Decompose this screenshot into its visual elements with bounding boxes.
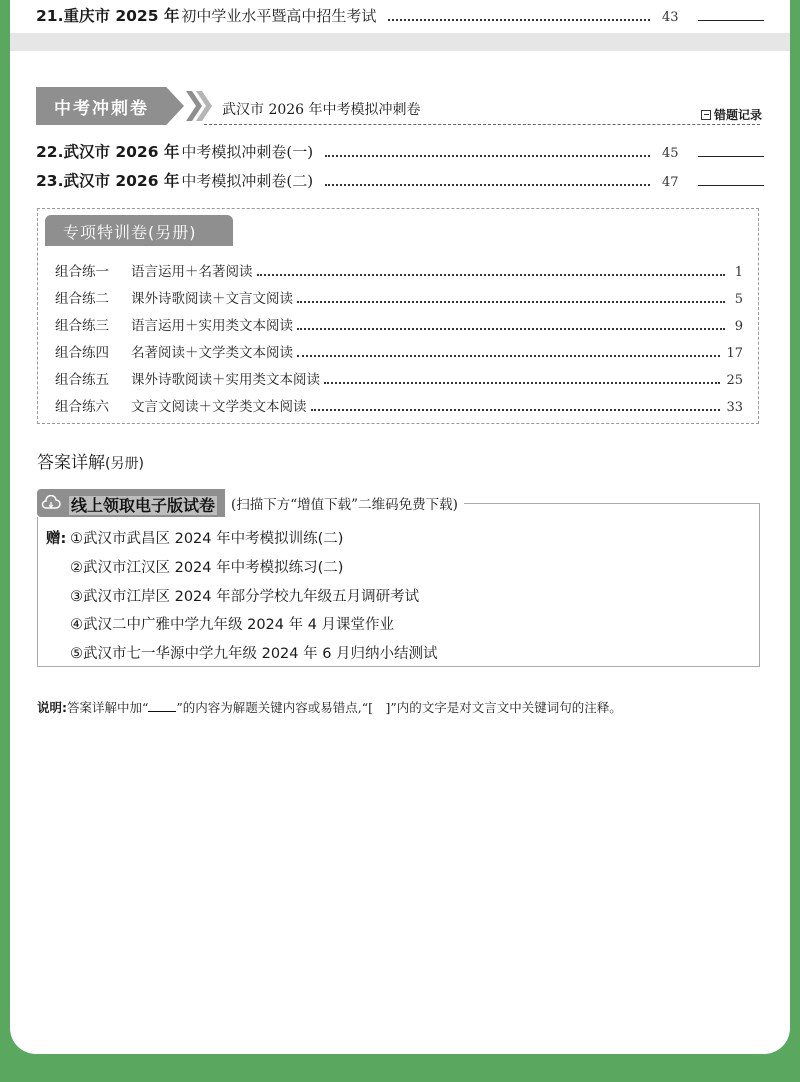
toc-item-23[interactable] — [36, 169, 764, 191]
gift-item[interactable]: ⑤武汉市七一华源中学九年级 2024 年 6 月归纳小结测试 — [70, 646, 438, 662]
answers-title: 答案详解 — [37, 453, 105, 473]
answer-blank — [698, 185, 764, 186]
gift-item[interactable]: ①武汉市武昌区 2024 年中考模拟训练(二) — [70, 531, 344, 547]
leader-dots — [297, 301, 725, 303]
leader-dots — [257, 274, 726, 276]
gift-item[interactable]: ②武汉市江汉区 2024 年中考模拟练习(二) — [70, 560, 344, 576]
leader-dots — [325, 184, 650, 186]
row-content: 文言文阅读＋文学类文本阅读 — [131, 399, 307, 415]
special-training-title: 专项特训卷(另册) — [45, 215, 233, 246]
item-number: 21. — [36, 7, 64, 25]
leader-dots — [297, 355, 720, 357]
error-record-label — [701, 106, 762, 123]
special-row[interactable] — [55, 287, 743, 307]
section-banner — [36, 87, 186, 125]
item-page: 47 — [662, 175, 679, 190]
row-page: 5 — [734, 292, 743, 307]
section-banner-title: 中考冲刺卷 — [54, 99, 149, 119]
note-icon — [701, 110, 711, 120]
leader-dots — [311, 409, 721, 411]
row-label: 组合练二 — [55, 291, 109, 307]
item-city: 武汉市 2026 年 — [63, 172, 180, 190]
row-label: 组合练三 — [55, 318, 109, 334]
leader-dots — [325, 155, 650, 157]
row-page: 25 — [726, 373, 743, 388]
toc-item-22[interactable] — [36, 140, 764, 162]
item-title: 中考模拟冲刺卷(一) — [181, 143, 314, 161]
row-label: 组合练六 — [55, 399, 109, 415]
row-label: 组合练四 — [55, 345, 109, 361]
row-label: 组合练一 — [55, 264, 109, 280]
underline-sample — [148, 700, 176, 712]
grey-band — [10, 33, 790, 51]
gift-item[interactable]: ④武汉二中广雅中学九年级 2024 年 4 月课堂作业 — [70, 617, 395, 633]
explanation-note — [37, 698, 622, 716]
item-city: 武汉市 2026 年 — [63, 143, 180, 161]
row-content: 课外诗歌阅读＋实用类文本阅读 — [131, 372, 320, 388]
note-text-2: ”的内容为解题关键内容或易错点,“[ ]”内的文字是对文言文中关键词句的注释。 — [176, 700, 622, 715]
leader-dots — [297, 328, 725, 330]
item-title: 中考模拟冲刺卷(二) — [181, 172, 314, 190]
chevron-right-icon — [196, 91, 212, 121]
special-row[interactable] — [55, 341, 743, 361]
error-record-text: 错题记录 — [713, 108, 762, 122]
special-row[interactable] — [55, 395, 743, 415]
section-divider — [204, 124, 760, 125]
toc-item-21[interactable] — [36, 4, 764, 26]
answers-heading — [37, 448, 144, 473]
item-number: 22. — [36, 143, 64, 161]
cloud-download-icon — [37, 489, 65, 517]
row-page: 1 — [734, 265, 743, 280]
row-page: 33 — [726, 400, 743, 415]
row-content: 语言运用＋实用类文本阅读 — [131, 318, 293, 334]
answers-sub: (另册) — [105, 456, 144, 472]
gift-label: 赠: — [46, 531, 67, 547]
note-text-1: 答案详解中加“ — [67, 700, 149, 715]
item-page: 43 — [662, 10, 679, 25]
gift-item[interactable]: ③武汉市江岸区 2024 年部分学校九年级五月调研考试 — [70, 589, 420, 605]
online-download-header[interactable] — [37, 489, 464, 517]
section-subtitle: 武汉市 2026 年中考模拟冲刺卷 — [222, 102, 421, 118]
row-content: 课外诗歌阅读＋文言文阅读 — [131, 291, 293, 307]
row-content: 语言运用＋名著阅读 — [131, 264, 253, 280]
special-row[interactable] — [55, 260, 743, 280]
item-city: 重庆市 2025 年 — [63, 7, 180, 25]
note-label: 说明: — [37, 700, 67, 715]
leader-dots — [324, 382, 720, 384]
answer-blank — [698, 156, 764, 157]
leader-dots — [388, 19, 650, 21]
online-title-text: 线上领取电子版试卷 — [71, 496, 216, 515]
row-content: 名著阅读＋文学类文本阅读 — [131, 345, 293, 361]
row-label: 组合练五 — [55, 372, 109, 388]
item-page: 45 — [662, 146, 679, 161]
answer-blank — [698, 20, 764, 21]
row-page: 9 — [734, 319, 743, 334]
special-row[interactable] — [55, 368, 743, 388]
online-download-instruction: (扫描下方“增值下载”二维码免费下载) — [225, 493, 464, 513]
special-row[interactable] — [55, 314, 743, 334]
item-number: 23. — [36, 172, 64, 190]
online-download-title — [65, 489, 225, 517]
row-page: 17 — [726, 346, 743, 361]
item-title: 初中学业水平暨高中招生考试 — [181, 7, 377, 25]
